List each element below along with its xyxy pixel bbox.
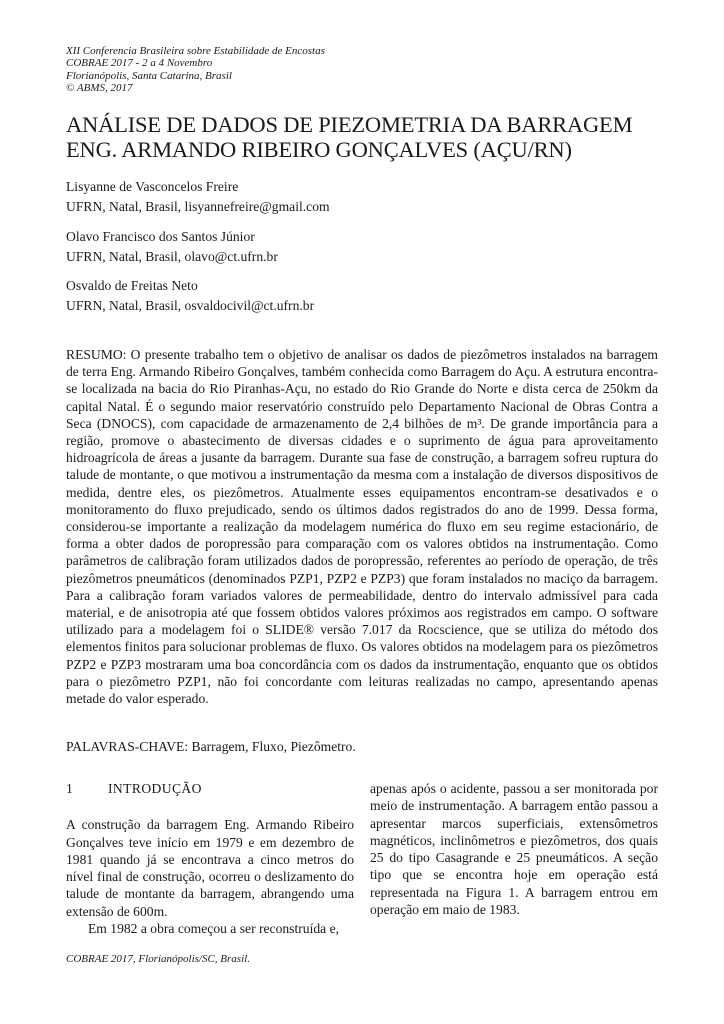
body-column-right (370, 780, 658, 918)
page-footer: COBRAE 2017, Florianópolis/SC, Brasil. (66, 953, 250, 965)
author-block (66, 177, 330, 216)
author-affiliation: UFRN, Natal, Brasil, osvaldocivil@ct.ufrn.br (66, 297, 315, 313)
author-block (66, 227, 278, 266)
section-heading (66, 780, 354, 797)
author-name: Osvaldo de Freitas Neto (66, 278, 198, 293)
author-block (66, 276, 314, 315)
section-title: INTRODUÇÃO (108, 781, 202, 796)
abstract (66, 346, 658, 707)
body-paragraph: A construção da barragem Eng. Armando Ribeiro Gonçalves teve início em 1979 e em dezembro de 1981 quando já se encontrava a cinco metros do nível final de construção, ocorreu o deslizamento do talude de montante da barragem, abrangendo uma extensão de 600m. (66, 817, 354, 919)
title-line: ENG. ARMANDO RIBEIRO GONÇALVES (AÇU/RN) (66, 137, 572, 162)
author-affiliation: UFRN, Natal, Brasil, olavo@ct.ufrn.br (66, 248, 278, 264)
header-line: © ABMS, 2017 (66, 82, 133, 95)
abstract-text: RESUMO: O presente trabalho tem o objetivo de analisar os dados de piezômetros instalados na barragem de terra Eng. Armando Ribeiro Gonçalves, também conhecida como Barragem do Açu. A estrutura encontra-se localizada na bacia do Rio Piranhas-Açu, no estado do Rio Grande do Norte e dista cerca de 250km da capital Natal. É o segundo maior reservatório construído pelo Departamento Nacional de Obras Contra a Seca (DNOCS), com capacidade de armazenamento de 2,4 bilhões de m³. De grande importância para a região, promove o abastecimento de diversas cidades e o suprimento de água para aproveitamento hidroagrícola de áreas a jusante da barragem. Durante sua fase de construção, a barragem sofreu ruptura do talude de montante, o que motivou a instrumentação da mesma com a instalação de diversos dispositivos de medida, dentre eles, os piezômetros. Atualmente esses equipamentos encontram-se desativados e o monitoramento do fluxo prejudicado, sendo os últimos dados registrados do ano de 1999. Dessa forma, considerou-se importante a realização da modelagem numérica do fluxo em seu regime estacionário, de forma a obter dados de poropressão para comparação com os valores obtidos na instrumentação. Como parâmetros de calibração foram utilizados dados de poropressão, referentes ao período de operação, de três piezômetros pneumáticos (denominados PZP1, PZP2 e PZP3) que foram instalados no maciço da barragem. Para a calibração foram variados valores de permeabilidade, dentro do intervalo admissível para cada material, e de anisotropia até que fossem obtidos valores próximos aos registrados em campo. O software utilizado para a modelagem foi o SLIDE® versão 7.017 da Rocscience, que se utiliza do método dos elementos finitos para solucionar problemas de fluxo. Os valores obtidos na modelagem para os piezômetros PZP2 e PZP3 mostraram uma boa concordância com os dados da instrumentação, enquanto que os obtidos para o piezômetro PZP1, não foi concordante com leituras realizadas no campo, apresentando apenas metade do valor esperado. (66, 347, 658, 707)
header-line: COBRAE 2017 - 2 a 4 Novembro (66, 57, 213, 70)
section-number: 1 (66, 781, 73, 796)
title-line: ANÁLISE DE DADOS DE PIEZOMETRIA DA BARRAGEM (66, 112, 633, 137)
author-name: Olavo Francisco dos Santos Júnior (66, 229, 255, 244)
body-paragraph: Em 1982 a obra começou a ser reconstruída e, (88, 921, 340, 937)
author-affiliation: UFRN, Natal, Brasil, lisyannefreire@gmail.com (66, 198, 330, 214)
header-line: XII Conferencia Brasileira sobre Estabilidade de Encostas (66, 45, 325, 57)
author-name: Lisyanne de Vasconcelos Freire (66, 179, 239, 194)
header-line: Florianópolis, Santa Catarina, Brasil (66, 69, 232, 82)
paper-title (66, 112, 666, 162)
keywords: PALAVRAS-CHAVE: Barragem, Fluxo, Piezômetro. (66, 739, 356, 754)
body-paragraph: apenas após o acidente, passou a ser monitorada por meio de instrumentação. A barragem então passou a apresentar marcos superficiais, extensômetros magnéticos, inclinômetros e piezômetros, dos quais 25 do tipo Casagrande e 25 pneumáticos. A seção tipo que se encontra hoje em operação está representada na Figura 1. A barragem entrou em operação em maio de 1983. (370, 781, 658, 918)
conference-header (66, 45, 325, 95)
body-column-left (66, 780, 354, 937)
